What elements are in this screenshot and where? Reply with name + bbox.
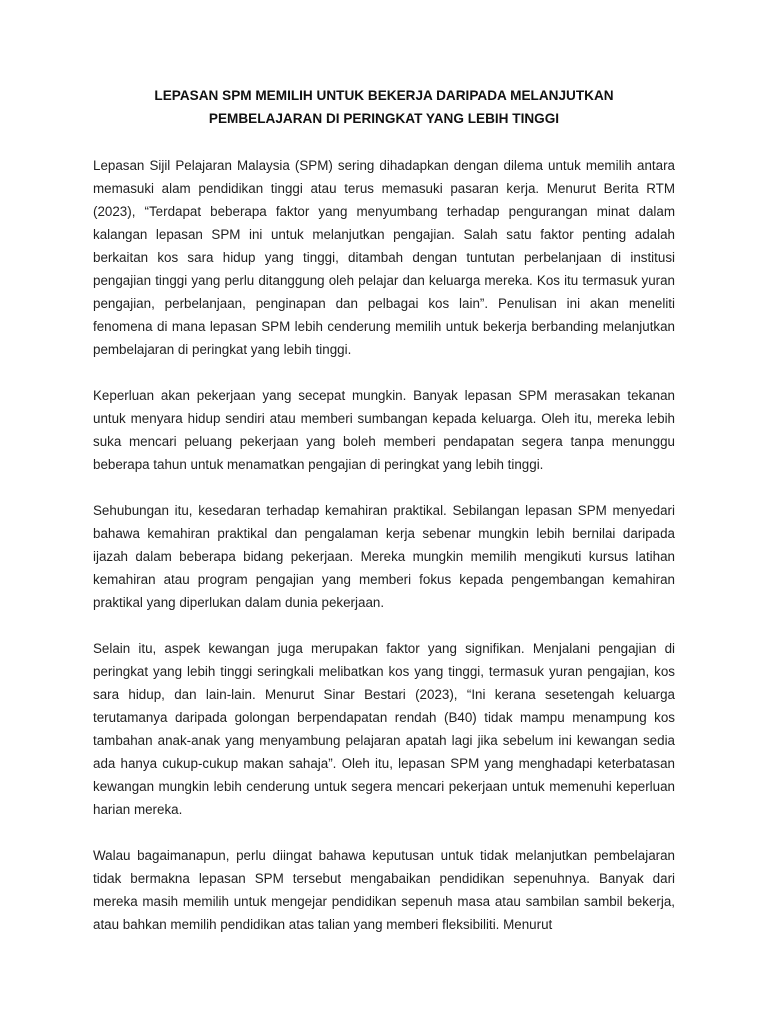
document-title-line-2: PEMBELAJARAN DI PERINGKAT YANG LEBIH TINGGI — [208, 111, 560, 126]
paragraph-practical-skills: Sehubungan itu, kesedaran terhadap kemahiran praktikal. Sebilangan lepasan SPM menyedari bahawa kemahiran praktikal dan pengalaman kerja sebenar mungkin lebih bernilai daripada ijazah dalam beberapa bidang pekerjaan. Mereka mungkin memilih mengikuti kursus latihan kemahiran atau program pengajian yang memberi fokus kepada pengembangan kemahiran praktikal yang diperlukan dalam dunia pekerjaan. — [93, 503, 675, 610]
paragraph-introduction: Lepasan Sijil Pelajaran Malaysia (SPM) sering dihadapkan dengan dilema untuk memilih antara memasuki alam pendidikan tinggi atau terus memasuki pasaran kerja. Menurut Berita RTM (2023), “Terdapat beberapa faktor yang menyumbang terhadap pengurangan minat dalam kalangan lepasan SPM ini untuk melanjutkan pengajian. Salah satu faktor penting adalah berkaitan kos sara hidup yang tinggi, ditambah dengan tuntutan perbelanjaan di institusi pengajian tinggi yang perlu ditanggung oleh pelajar dan keluarga mereka. Kos itu termasuk yuran pengajian, perbelanjaan, penginapan dan pelbagai kos lain”. Penulisan ini akan meneliti fenomena di mana lepasan SPM lebih cenderung memilih untuk bekerja berbanding melanjutkan pembelajaran di peringkat yang lebih tinggi. — [93, 158, 675, 357]
paragraph-job-need: Keperluan akan pekerjaan yang secepat mungkin. Banyak lepasan SPM merasakan tekanan untuk menyara hidup sendiri atau memberi sumbangan kepada keluarga. Oleh itu, mereka lebih suka mencari peluang pekerjaan yang boleh memberi pendapatan segera tanpa menunggu beberapa tahun untuk menamatkan pengajian di peringkat yang lebih tinggi. — [93, 388, 675, 472]
document-page — [93, 0, 675, 936]
document-title-line-1: LEPASAN SPM MEMILIH UNTUK BEKERJA DARIPADA MELANJUTKAN — [154, 88, 614, 103]
document-title — [93, 84, 675, 130]
paragraph-financial-aspect: Selain itu, aspek kewangan juga merupakan faktor yang signifikan. Menjalani pengajian di peringkat yang lebih tinggi seringkali melibatkan kos yang tinggi, termasuk yuran pengajian, kos sara hidup, dan lain-lain. Menurut Sinar Bestari (2023), “Ini kerana sesetengah keluarga terutamanya daripada golongan berpendapatan rendah (B40) tidak mampu menampung kos tambahan anak-anak yang menyambung pelajaran apatah lagi jika sebelum ini kewangan sedia ada hanya cukup-cukup makan sahaja”. Oleh itu, lepasan SPM yang menghadapi keterbatasan kewangan mungkin lebih cenderung untuk segera mencari pekerjaan untuk memenuhi keperluan harian mereka. — [93, 641, 675, 817]
document-body — [93, 154, 675, 936]
paragraph-however: Walau bagaimanapun, perlu diingat bahawa keputusan untuk tidak melanjutkan pembelajaran tidak bermakna lepasan SPM tersebut mengabaikan pendidikan sepenuhnya. Banyak dari mereka masih memilih untuk mengejar pendidikan sepenuh masa atau sambilan sambil bekerja, atau bahkan memilih pendidikan atas talian yang memberi fleksibiliti. Menurut — [93, 848, 675, 932]
